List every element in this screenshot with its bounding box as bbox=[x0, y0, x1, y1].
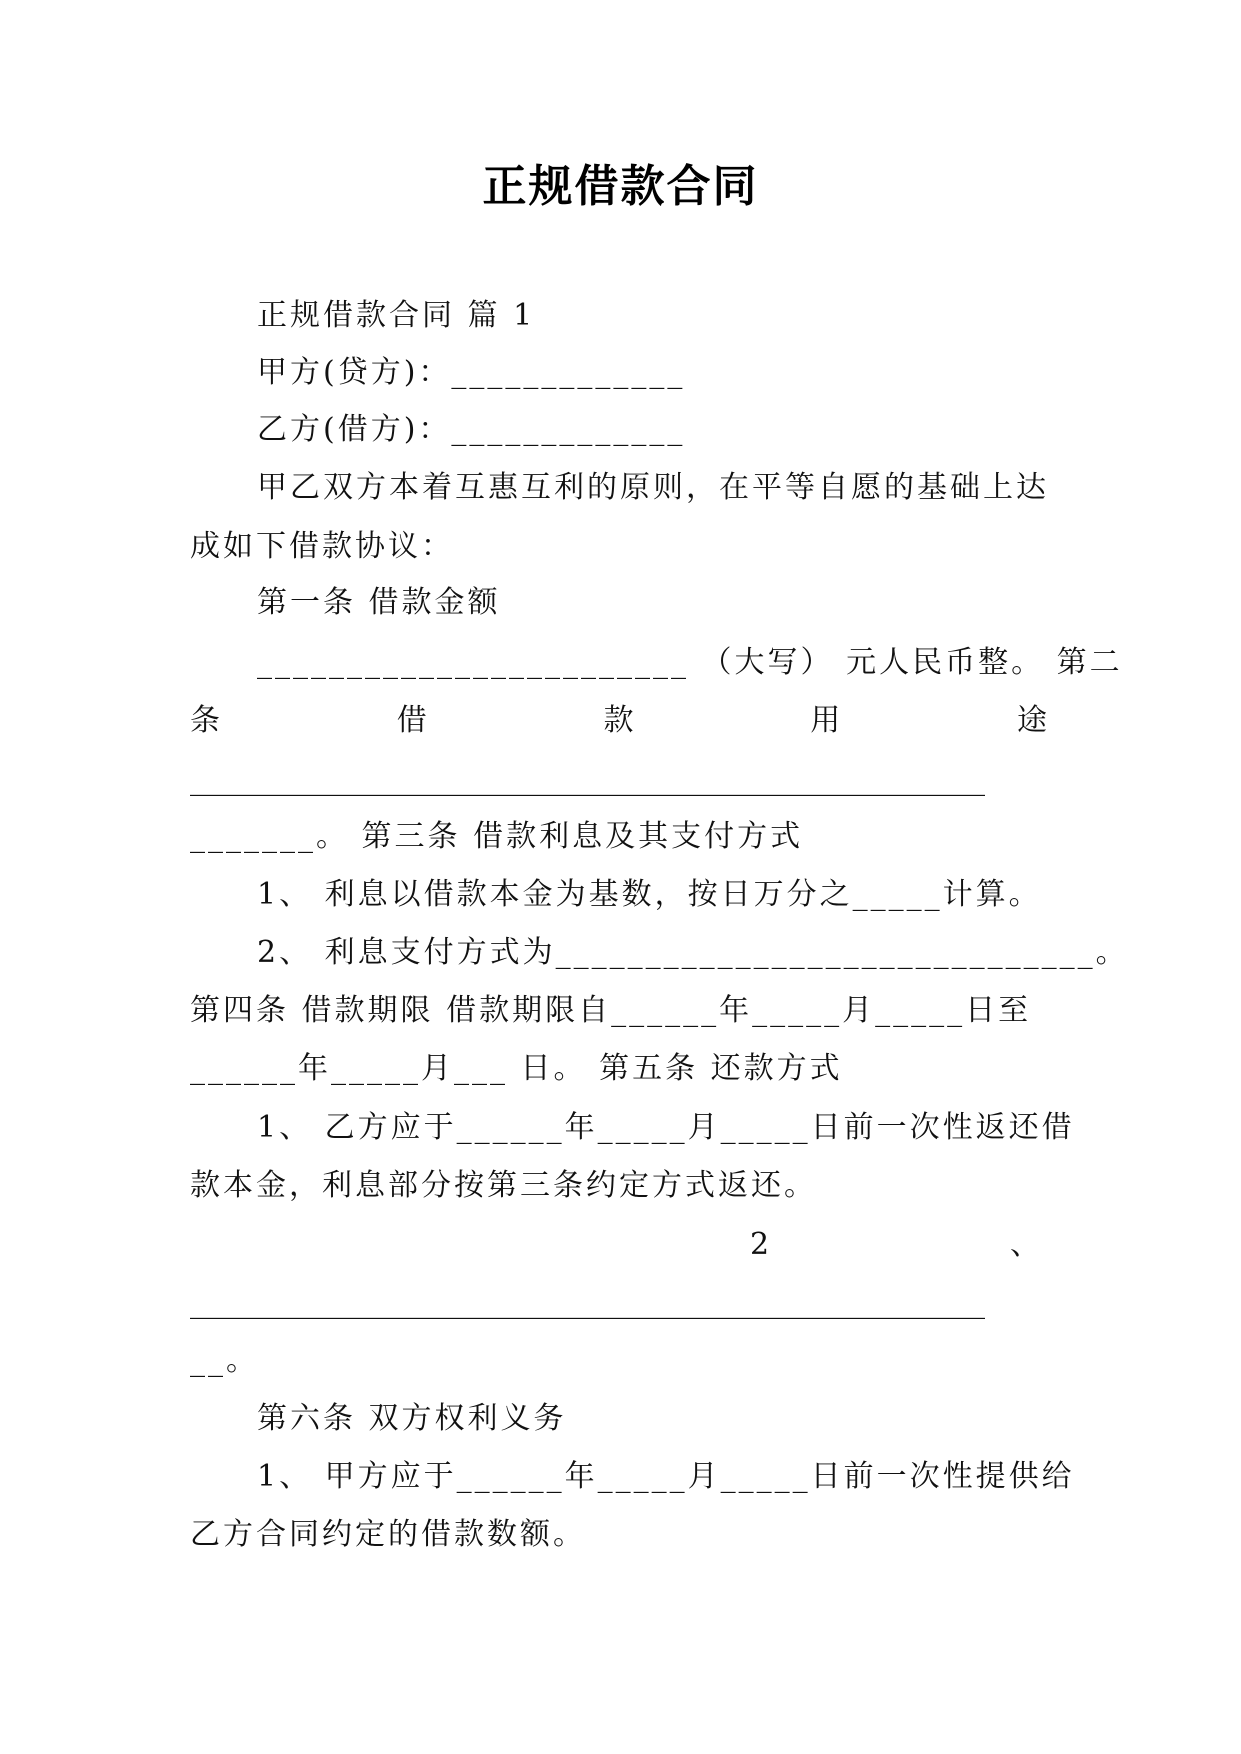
article-1-title: 第一条 借款金额 bbox=[257, 585, 501, 620]
article-3-item-1: 1、 利息以借款本金为基数，按日万分之_____计算。 bbox=[257, 877, 1042, 912]
article-2-char: 款 bbox=[603, 703, 637, 738]
article-5-item-2-number-row bbox=[190, 1225, 1050, 1265]
article-6-title: 第六条 双方权利义务 bbox=[257, 1401, 567, 1436]
party-b-line: 乙方(借方)：_____________ bbox=[257, 412, 686, 447]
article-6-item-1-line-1: 1、 甲方应于______年_____月_____日前一次性提供给 bbox=[257, 1459, 1075, 1494]
article-5-item-1-line-1: 1、 乙方应于______年_____月_____日前一次性返还借 bbox=[257, 1110, 1075, 1145]
article-2-char: 借 bbox=[396, 703, 430, 738]
heading: 正规借款合同 篇 1 bbox=[257, 298, 536, 333]
intro-line-1: 甲乙双方本着互惠互利的原则，在平等自愿的基础上达 bbox=[257, 470, 1049, 505]
article-4-line-1: 第四条 借款期限 借款期限自______年_____月_____日至 bbox=[190, 993, 1032, 1028]
article-5-item-1-line-2: 款本金，利息部分按第三条约定方式返还。 bbox=[190, 1168, 817, 1203]
article-2-blank-line: _____________________________________________________ bbox=[190, 762, 985, 797]
article-4-line-2: ______年_____月___ 日。 第五条 还款方式 bbox=[190, 1051, 843, 1086]
article-2-char: 用 bbox=[810, 703, 844, 738]
article-5-item-2-blank: _____________________________________________________ bbox=[190, 1285, 985, 1320]
article-2-char: 条 bbox=[190, 703, 223, 738]
party-a-line: 甲方(贷方)：_____________ bbox=[257, 355, 686, 390]
article-2-char: 途 bbox=[1017, 703, 1050, 738]
document-title: 正规借款合同 bbox=[482, 161, 759, 212]
article-2-title bbox=[190, 701, 1050, 741]
article-5-item-2-number: 2 bbox=[750, 1227, 770, 1262]
article-5-item-2-end: __。 bbox=[190, 1343, 259, 1378]
article-6-item-1-line-2: 乙方合同约定的借款数额。 bbox=[190, 1517, 586, 1552]
intro-line-2: 成如下借款协议： bbox=[190, 529, 454, 564]
article-3-item-2: 2、 利息支付方式为______________________________。 bbox=[257, 935, 1129, 970]
article-3-line: _______。 第三条 借款利息及其支付方式 bbox=[190, 819, 804, 854]
article-5-item-2-separator: 、 bbox=[1010, 1227, 1040, 1262]
article-1-amount-line: ________________________ （大写） 元人民币整。 第二 bbox=[257, 645, 1123, 680]
